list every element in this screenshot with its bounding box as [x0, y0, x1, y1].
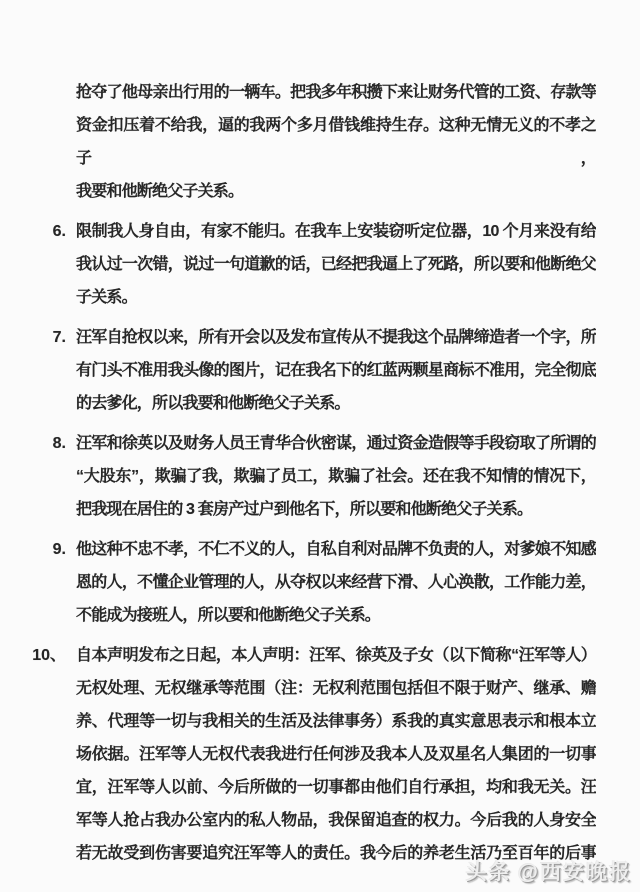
text-line: 宜，汪军等人以前、今后所做的一切事都由他们自行承担，均和我无关。汪: [76, 779, 596, 796]
text-line: 军等人抢占我办公室内的私人物品，我保留追查的权力。今后我的人身安全: [76, 812, 596, 829]
item-number: 6.: [52, 223, 66, 240]
text-line: 我认过一次错，说过一句道歉的话，已经把我逼上了死路，所以要和他断绝父: [76, 256, 596, 273]
list-item: [52, 321, 596, 420]
text-line: 把我现在居住的 3 套房产过户到他名下，所以要和他断绝父子关系。: [76, 501, 533, 518]
item-number: 9.: [52, 541, 66, 558]
text-line: 我要和他断绝父子关系。: [76, 183, 244, 200]
text-line: 子关系。: [76, 289, 137, 306]
text-line: 无权处理、无权继承等范围（注：无权利范围包括但不限于财产、继承、赡: [76, 680, 596, 697]
watermark-account: @西安晚报: [517, 861, 632, 884]
list-item: [52, 427, 596, 526]
list-item: [52, 533, 596, 632]
text-line: 若无故受到伤害要追究汪军等人的责任。我今后的养老生活乃至百年的后事: [76, 845, 596, 862]
text-line: 场依据。汪军等人无权代表我进行任何涉及我本人及双星名人集团的一切事: [76, 746, 596, 763]
text-line: 的去爹化，所以我要和他断绝父子关系。: [76, 395, 350, 412]
item-number: 7.: [52, 329, 66, 346]
text-line: 自本声明发布之日起，本人声明：汪军、徐英及子女（以下简称“汪军等人）: [76, 647, 596, 664]
watermark-brand-toutiao: 头条: [465, 861, 512, 884]
text-line: 汪军和徐英以及财务人员王青华合伙密谋，通过资金造假等手段窃取了所谓的: [76, 435, 596, 452]
text-line: 限制我人身自由，有家不能归。在我车上安装窃听定位器，10 个月来没有给: [76, 223, 596, 240]
list-item-continuation: [76, 76, 596, 208]
text-line: 汪军自抢权以来，所有开会以及发布宣传从不提我这个品牌缔造者一个字，所: [76, 329, 596, 346]
list-item: [32, 639, 596, 870]
text-line: 他这种不忠不孝，不仁不义的人，自私自利对品牌不负责的人，对爹娘不知感: [76, 541, 596, 558]
list-item: [52, 215, 596, 314]
text-line: 有门头不准用我头像的图片，记在我名下的红蓝两颗星商标不准用，完全彻底: [76, 362, 596, 379]
watermark: [466, 856, 632, 886]
text-line: 不能成为接班人，所以要和他断绝父子关系。: [76, 607, 381, 624]
item-number: 8.: [52, 435, 66, 452]
text-line: “大股东”，欺骗了我，欺骗了员工，欺骗了社会。还在我不知情的情况下，: [76, 468, 596, 485]
text-line: 资金扣压着不给我，逼的我两个多月借钱维持生存。这种无情无义的不孝之子，: [76, 117, 596, 167]
text-line: 恩的人，不懂企业管理的人，从夺权以来经营下滑、人心涣散，工作能力差，: [76, 574, 596, 591]
text-line: 抢夺了他母亲出行用的一辆车。把我多年积攒下来让财务代管的工资、存款等: [76, 84, 596, 101]
text-line: 养、代理等一切与我相关的生活及法律事务）系我的真实意思表示和根本立: [76, 713, 596, 730]
statement-list: [32, 76, 596, 870]
item-number: 10、: [32, 647, 66, 664]
